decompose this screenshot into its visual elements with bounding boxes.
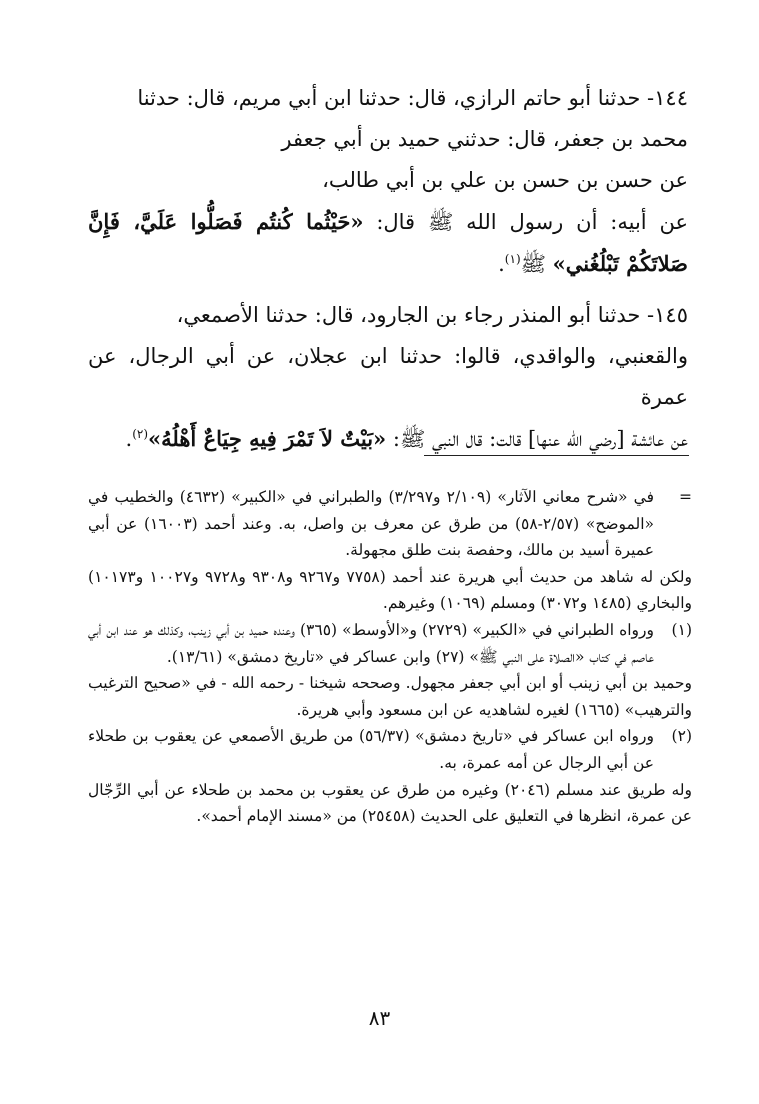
hadith-145-line-2: والقعنبي، والواقدي، قالوا: حدثنا ابن عجلان، عن أبي الرجال، عن عمرة bbox=[88, 344, 688, 409]
hadith-144-lead: عن أبيه: أن رسول الله ﷺ قال: bbox=[376, 210, 688, 234]
hadith-144-salutation: ﷺ bbox=[520, 252, 553, 276]
hadith-144-end: . bbox=[498, 252, 505, 276]
hadith-145-end: . bbox=[125, 427, 133, 451]
main-text bbox=[88, 78, 688, 460]
continuation-paragraph-2: ولكن له شاهد من حديث أبي هريرة عند أحمد (٧٧٥٨ و٩٢٦٧ و٩٣٠٨ و٩٧٢٨ و١٠٠٢٧ و١٠١٧٣) والبخاري (١٤٨٥ و٣٠٧٢) ومسلم (١٠٦٩) وغيرهم. bbox=[88, 567, 693, 613]
hadith-144-matn bbox=[88, 201, 688, 285]
footnote-ref-2[interactable]: (٢) bbox=[132, 427, 149, 441]
footnotes bbox=[88, 484, 692, 830]
footnote-1 bbox=[88, 617, 692, 670]
hadith-145-lead: عن عائشة [رضي الله عنها] قالت: قال النبي ﷺ: bbox=[392, 427, 688, 451]
hadith-144-line-1: ١٤٤- حدثنا أبو حاتم الرازي، قال: حدثنا ابن أبي مريم، قال: حدثنا bbox=[137, 86, 688, 110]
footnote-2-text: ورواه ابن عساكر في «تاريخ دمشق» (٥٦/٣٧) من طريق الأصمعي عن يعقوب بن طحلاء عن أبي الرجال عن أمه عمرة، به. bbox=[88, 727, 654, 772]
footnote-1-marker: (١) bbox=[671, 620, 692, 639]
hadith-144-quote: «حَيْثُما كُنتُم فَصَلُّوا عَلَيَّ، فَإِنَّ صَلاتَكُمْ تَبْلُغُني» bbox=[88, 209, 688, 276]
hadith-145-matn bbox=[88, 418, 688, 460]
footnote-continuation bbox=[88, 484, 692, 564]
continuation-text: في «شرح معاني الآثار» (٢/١٠٩ و٣/٢٩٧) والطبراني في «الكبير» (٤٦٣٢) والخطيب في «الموضح» (٢/٥٧-٥٨) من طرق عن معرف بن واصل، به. وعند أحمد (١٦٠٠٣) عن أبي عميرة أسيد بن مالك، وحفصة بنت طلق مجهولة. bbox=[88, 488, 654, 560]
continuation-marker: = bbox=[679, 488, 692, 506]
footnote-1-extra: وحميد بن أبي زينب أو ابن أبي جعفر مجهول. وصححه شيخنا - رحمه الله - في «صحيح الترغيب والترهيب» (١٦٦٥) لغيره لشاهديه عن ابن مسعود وأبي هريرة. bbox=[88, 674, 692, 719]
hadith-144-line-3: عن حسن بن حسن بن علي بن أبي طالب، bbox=[322, 168, 688, 192]
footnote-2-marker: (٢) bbox=[671, 727, 692, 746]
hadith-145-line-1: ١٤٥- حدثنا أبو المنذر رجاء بن الجارود، قال: حدثنا الأصمعي، bbox=[176, 303, 688, 327]
footnote-separator bbox=[424, 455, 689, 456]
page-number: ٨٣ bbox=[368, 1006, 391, 1030]
footnote-2 bbox=[88, 723, 692, 776]
footnote-2-extra: وله طريق عند مسلم (٢٠٤٦) وغيره من طرق عن يعقوب بن محمد بن طحلاء عن أبي الرِّجّال عن عمرة، انظرها في التعليق على الحديث (٢٥٤٥٨) من «مسند الإمام أحمد». bbox=[88, 780, 692, 826]
hadith-145-quote: «بَيْتٌ لاَ تَمْرَ فِيهِ جِيَاعٌ أَهْلُهُ» bbox=[148, 426, 387, 451]
footnote-ref-1[interactable]: (١) bbox=[504, 252, 521, 266]
footnote-1-text: ورواه الطبراني في «الكبير» (٢٧٢٩) و«الأوسط» (٣٦٥) وعنده حميد بن أبي زينب، وكذلك هو عند ابن أبي عاصم في كتاب «الصلاة على النبي ﷺ» (٢٧) وابن عساكر في «تاريخ دمشق» (١٣/٦١). bbox=[88, 620, 654, 666]
hadith-144-line-2: محمد بن جعفر، قال: حدثني حميد بن أبي جعفر bbox=[281, 127, 688, 151]
